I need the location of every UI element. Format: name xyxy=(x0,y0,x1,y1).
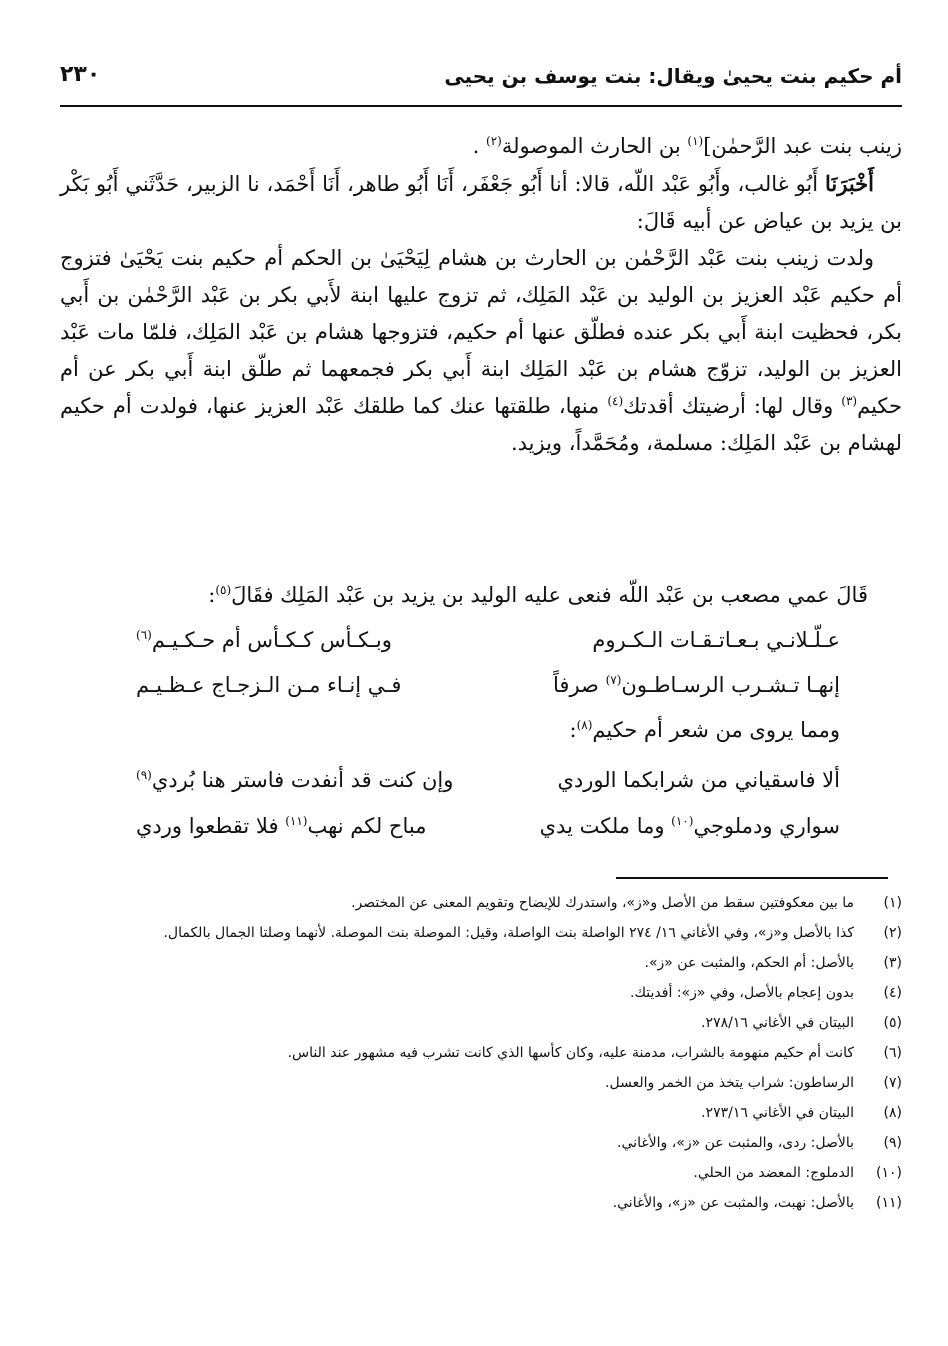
footnote-number: (٢) xyxy=(883,925,902,941)
verse-4-second-hemistich xyxy=(136,814,426,838)
footnote-text: الرساطون: شراب يتخذ من الخمر والعسل. xyxy=(605,1075,854,1091)
footnote-ref-9: (٩) xyxy=(136,768,152,782)
paragraph-2 xyxy=(60,165,902,240)
footnote-ref-7: (٧) xyxy=(605,673,622,687)
paragraph-3 xyxy=(60,240,902,462)
footnote-number: (٥) xyxy=(883,1015,902,1031)
text-run: وما ملكت يدي xyxy=(539,814,672,838)
footnote xyxy=(60,918,902,948)
footnote-number: (٩) xyxy=(883,1135,902,1151)
footnote-text: البيتان في الأغاني ٢٧٣/١٦. xyxy=(701,1105,854,1121)
footnote xyxy=(60,888,902,918)
footnote-number: (٤) xyxy=(883,985,902,1001)
footnote xyxy=(60,1158,902,1188)
footnote xyxy=(60,1188,902,1218)
footnote-ref-1: (١) xyxy=(687,134,704,148)
footnote-ref-3: (٣) xyxy=(841,394,858,408)
footnote xyxy=(60,1038,902,1068)
footnote-text: بدون إعجام بالأصل، وفي «ز»: أفديتك. xyxy=(630,985,854,1001)
footnote-ref-11: (١١) xyxy=(285,814,308,828)
footnote-ref-6: (٦) xyxy=(136,628,152,642)
footnote-number: (١٠) xyxy=(876,1165,902,1181)
text-run: أَبُو غالب، وأَبُو عَبْد اللّه، قالا: أنا أَبُو جَعْفَر، أَنَا أَبُو طاهر، أَنَا أَحْمَد، نا الزبير، حَدَّثَني أَبُو بَكْر بن يزيد بن عياض عن أبيه قَالَ: xyxy=(60,172,902,233)
text-run: بن الحارث الموصولة xyxy=(501,134,688,158)
text-run: فلا تقطعوا وردي xyxy=(136,814,286,838)
footnote-ref-4: (٤) xyxy=(607,394,624,408)
footnote-ref-8: (٨) xyxy=(576,718,593,732)
footnote-text: كانت أم حكيم منهومة بالشراب، مدمنة عليه، وكان كأسها الذي كانت تشرب فيه مشهور عند الناس. xyxy=(287,1045,854,1061)
text-run: : xyxy=(208,583,216,607)
footnote-text: كذا بالأصل و«ز»، وفي الأغاني ١٦/ ٢٧٤ الواصلة بنت الواصلة، وقيل: الموصلة بنت الموصلة. لأنهما وصلتا الجمال بالكمال. xyxy=(163,925,854,941)
footnote xyxy=(60,1098,902,1128)
paragraph-1 xyxy=(60,128,902,165)
header-rule xyxy=(60,105,902,107)
footnote-ref-10: (١٠) xyxy=(671,814,694,828)
poem-intro-2 xyxy=(570,718,841,742)
text-run: . xyxy=(472,134,487,158)
poem-intro-1 xyxy=(208,583,868,607)
footnote xyxy=(60,1068,902,1098)
footnote-text: بالأصل: ردى، والمثبت عن «ز»، والأغاني. xyxy=(617,1135,854,1151)
verse-1-second-hemistich xyxy=(136,628,392,652)
text-run: صرفاً xyxy=(553,673,606,697)
verse-4-first-hemistich xyxy=(540,814,840,838)
footnote-number: (٦) xyxy=(883,1045,902,1061)
footnote-number: (٨) xyxy=(883,1105,902,1121)
footnote xyxy=(60,978,902,1008)
footnote xyxy=(60,948,902,978)
footnote-separator xyxy=(616,877,888,879)
header-title: أم حكيم بنت يحيىٰ ويقال: بنت يوسف بن يحيى xyxy=(444,64,902,88)
footnote-text: ما بين معكوفتين سقط من الأصل و«ز»، واستدرك للإيضاح وتقويم المعنى عن المختصر. xyxy=(351,895,854,911)
footnote-text: البيتان في الأغاني ٢٧٨/١٦. xyxy=(701,1015,854,1031)
text-run: إنهـا تـشـرب الرسـاطـون xyxy=(621,673,840,697)
text-run: ولدت زينب بنت عَبْد الرَّحْمٰن بن الحارث بن هشام لِيَحْيَىٰ بن الحكم أم حكيم بنت يَحْيَىٰ فتزوج أم حكيم عَبْد العزيز بن الوليد بن عَبْد المَلِك، ثم تزوج عليها ابنة لأَبي بكر بن عَبْد الرَّحْمٰن بن أَبي بكر، فحظيت ابنة أَبي بكر عنده فطلّق عنها أم حكيم، فتزوجها هشام بن عَبْد المَلِك، فلمّا مات عَبْد العزيز بن الوليد، تزوّج هشام بن عَبْد المَلِك ابنة أَبي بكر فجمعهما ثم طلّق ابنة أَبي بكر عن أم حكيم xyxy=(60,246,902,418)
footnote-number: (١) xyxy=(883,895,902,911)
running-header xyxy=(60,60,902,100)
main-text xyxy=(60,128,902,462)
text-run: : xyxy=(569,718,577,742)
verse-3-first-hemistich: ألا فاسقياني من شرابكما الوردي xyxy=(557,768,840,792)
text-run: زينب بنت عبد الرَّحمٰن] xyxy=(703,134,902,158)
verse-2-first-hemistich xyxy=(553,673,840,697)
footnote-number: (٧) xyxy=(883,1075,902,1091)
page-number: ٢٣٠ xyxy=(60,62,101,87)
text-run: وإن كنت قد أنفدت فاستر هنا بُردي xyxy=(151,768,454,792)
verse-1-first-hemistich: عـلّـلانـي بـعـاتـقـات الـكـروم xyxy=(592,628,840,652)
text-run: وقال لها: أرضيتك أقدتك xyxy=(623,394,842,418)
footnote-ref-5: (٥) xyxy=(215,583,232,597)
footnote-number: (١١) xyxy=(876,1195,902,1211)
footnote xyxy=(60,1128,902,1158)
text-run: مباح لكم نهب xyxy=(307,814,427,838)
isnad-lead: أَخْبَرَنَا xyxy=(825,171,874,196)
text-run: قَالَ عمي مصعب بن عَبْد اللّه فنعى عليه الوليد بن يزيد بن عَبْد المَلِك فقَالَ xyxy=(231,583,868,607)
footnote-text: بالأصل: نهبت، والمثبت عن «ز»، والأغاني. xyxy=(612,1195,854,1211)
footnotes xyxy=(60,888,902,1218)
footnote-number: (٣) xyxy=(883,955,902,971)
text-run: سواري ودملوجي xyxy=(693,814,840,838)
verse-2-second-hemistich: فـي إنـاء مـن الـزجـاج عـظـيـم xyxy=(136,673,402,697)
footnote xyxy=(60,1008,902,1038)
text-run: منها، طلقتها عنك كما طلقك عَبْد العزيز عنها، فولدت أم حكيم لهشام بن عَبْد المَلِك: مسلمة، ومُحَمَّداً، ويزيد. xyxy=(60,394,902,455)
text-run: وبـكـأس كـكـأس أم حـكـيـم xyxy=(151,628,392,652)
verse-3-second-hemistich xyxy=(136,768,453,792)
footnote-text: بالأصل: أم الحكم، والمثبت عن «ز». xyxy=(644,955,854,971)
footnote-ref-2: (٢) xyxy=(486,134,502,148)
footnote-text: الدملوج: المعضد من الحلي. xyxy=(693,1165,854,1181)
text-run: ومما يروى من شعر أم حكيم xyxy=(592,718,840,742)
